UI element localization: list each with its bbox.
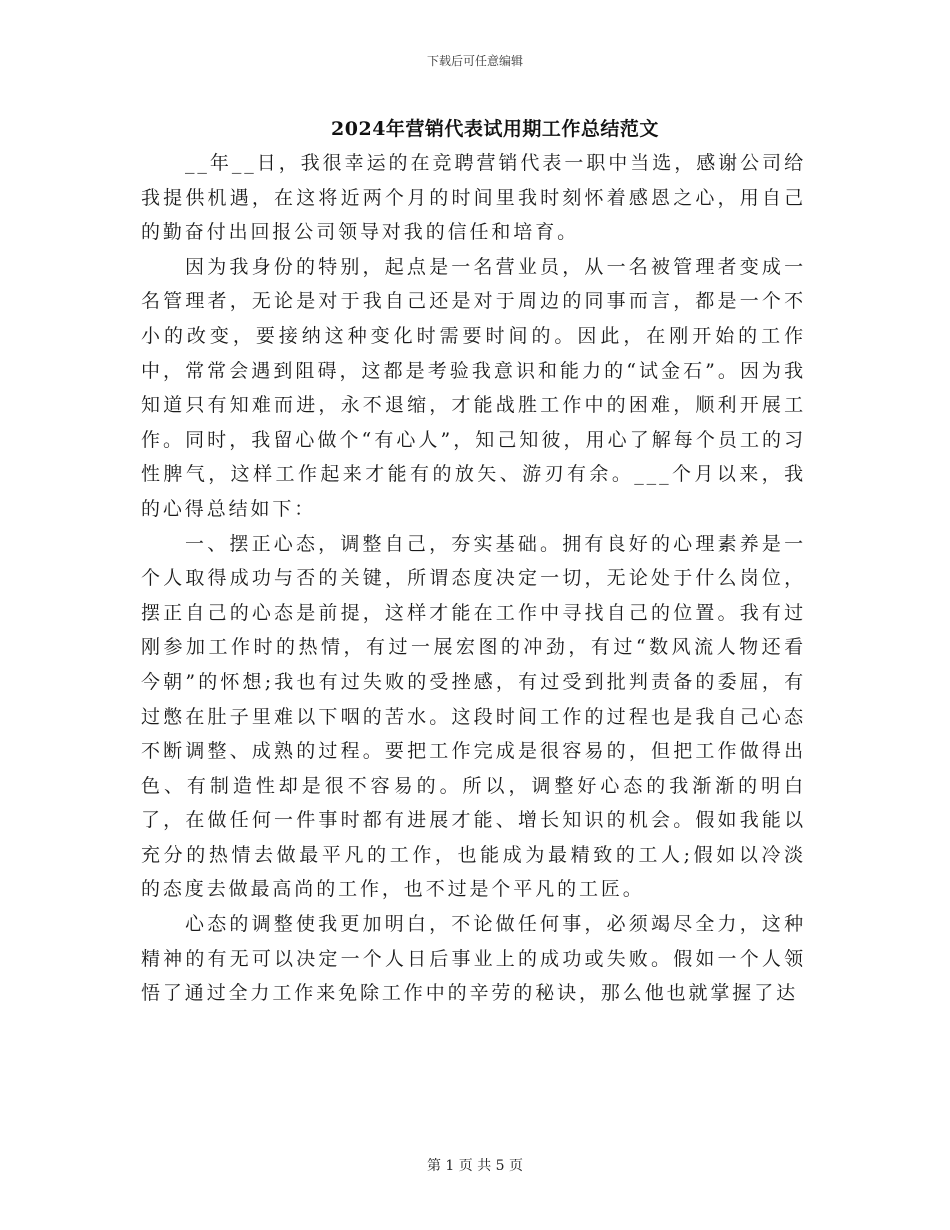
paragraph-4: 心态的调整使我更加明白，不论做任何事，必须竭尽全力，这种精神的有无可以决定一个人日后事业上的成功或失败。假如一个人领悟了通过全力工作来免除工作中的辛劳的秘诀，那么他也就掌握了达 (141, 913, 806, 1005)
document-title: 2024年营销代表试用期工作总结范文 (331, 118, 659, 140)
page-number: 第 1 页 共 5 页 (426, 1158, 524, 1174)
paragraph-3: 一、摆正心态，调整自己，夯实基础。拥有良好的心理素养是一个人取得成功与否的关键，所谓态度决定一切，无论处于什么岗位，摆正自己的心态是前提，这样才能在工作中寻找自己的位置。我有过刚参加工作时的热情，有过一展宏图的冲劲，有过“数风流人物还看今朝”的怀想;我也有过失败的受挫感，有过受到批判责备的委屈，有过憋在肚子里难以下咽的苦水。这段时间工作的过程也是我自己心态不断调整、成熟的过程。要把工作完成是很容易的，但把工作做得出色、有制造性却是很不容易的。所以，调整好心态的我渐渐的明白了，在做任何一件事时都有进展才能、增长知识的机会。假如我能以充分的热情去做最平凡的工作，也能成为最精致的工人;假如以冷淡的态度去做最高尚的工作，也不过是个平凡的工匠。 (141, 532, 806, 901)
paragraph-2: 因为我身份的特别，起点是一名营业员，从一名被管理者变成一名管理者，无论是对于我自己还是对于周边的同事而言，都是一个不小的改变，要接纳这种变化时需要时间的。因此，在刚开始的工作中，常常会遇到阻碍，这都是考验我意识和能力的“试金石”。因为我知道只有知难而进，永不退缩，才能战胜工作中的困难，顺利开展工作。同时，我留心做个“有心人”，知己知彼，用心了解每个员工的习性脾气，这样工作起来才能有的放矢、游刃有余。___个月以来，我的心得总结如下： (141, 255, 806, 520)
document-body (141, 146, 806, 1011)
header-note: 下载后可任意编辑 (426, 54, 523, 68)
paragraph-1: __年__日，我很幸运的在竞聘营销代表一职中当选，感谢公司给我提供机遇，在这将近两个月的时间里我时刻怀着感恩之心，用自己的勤奋付出回报公司领导对我的信任和培育。 (141, 152, 806, 244)
